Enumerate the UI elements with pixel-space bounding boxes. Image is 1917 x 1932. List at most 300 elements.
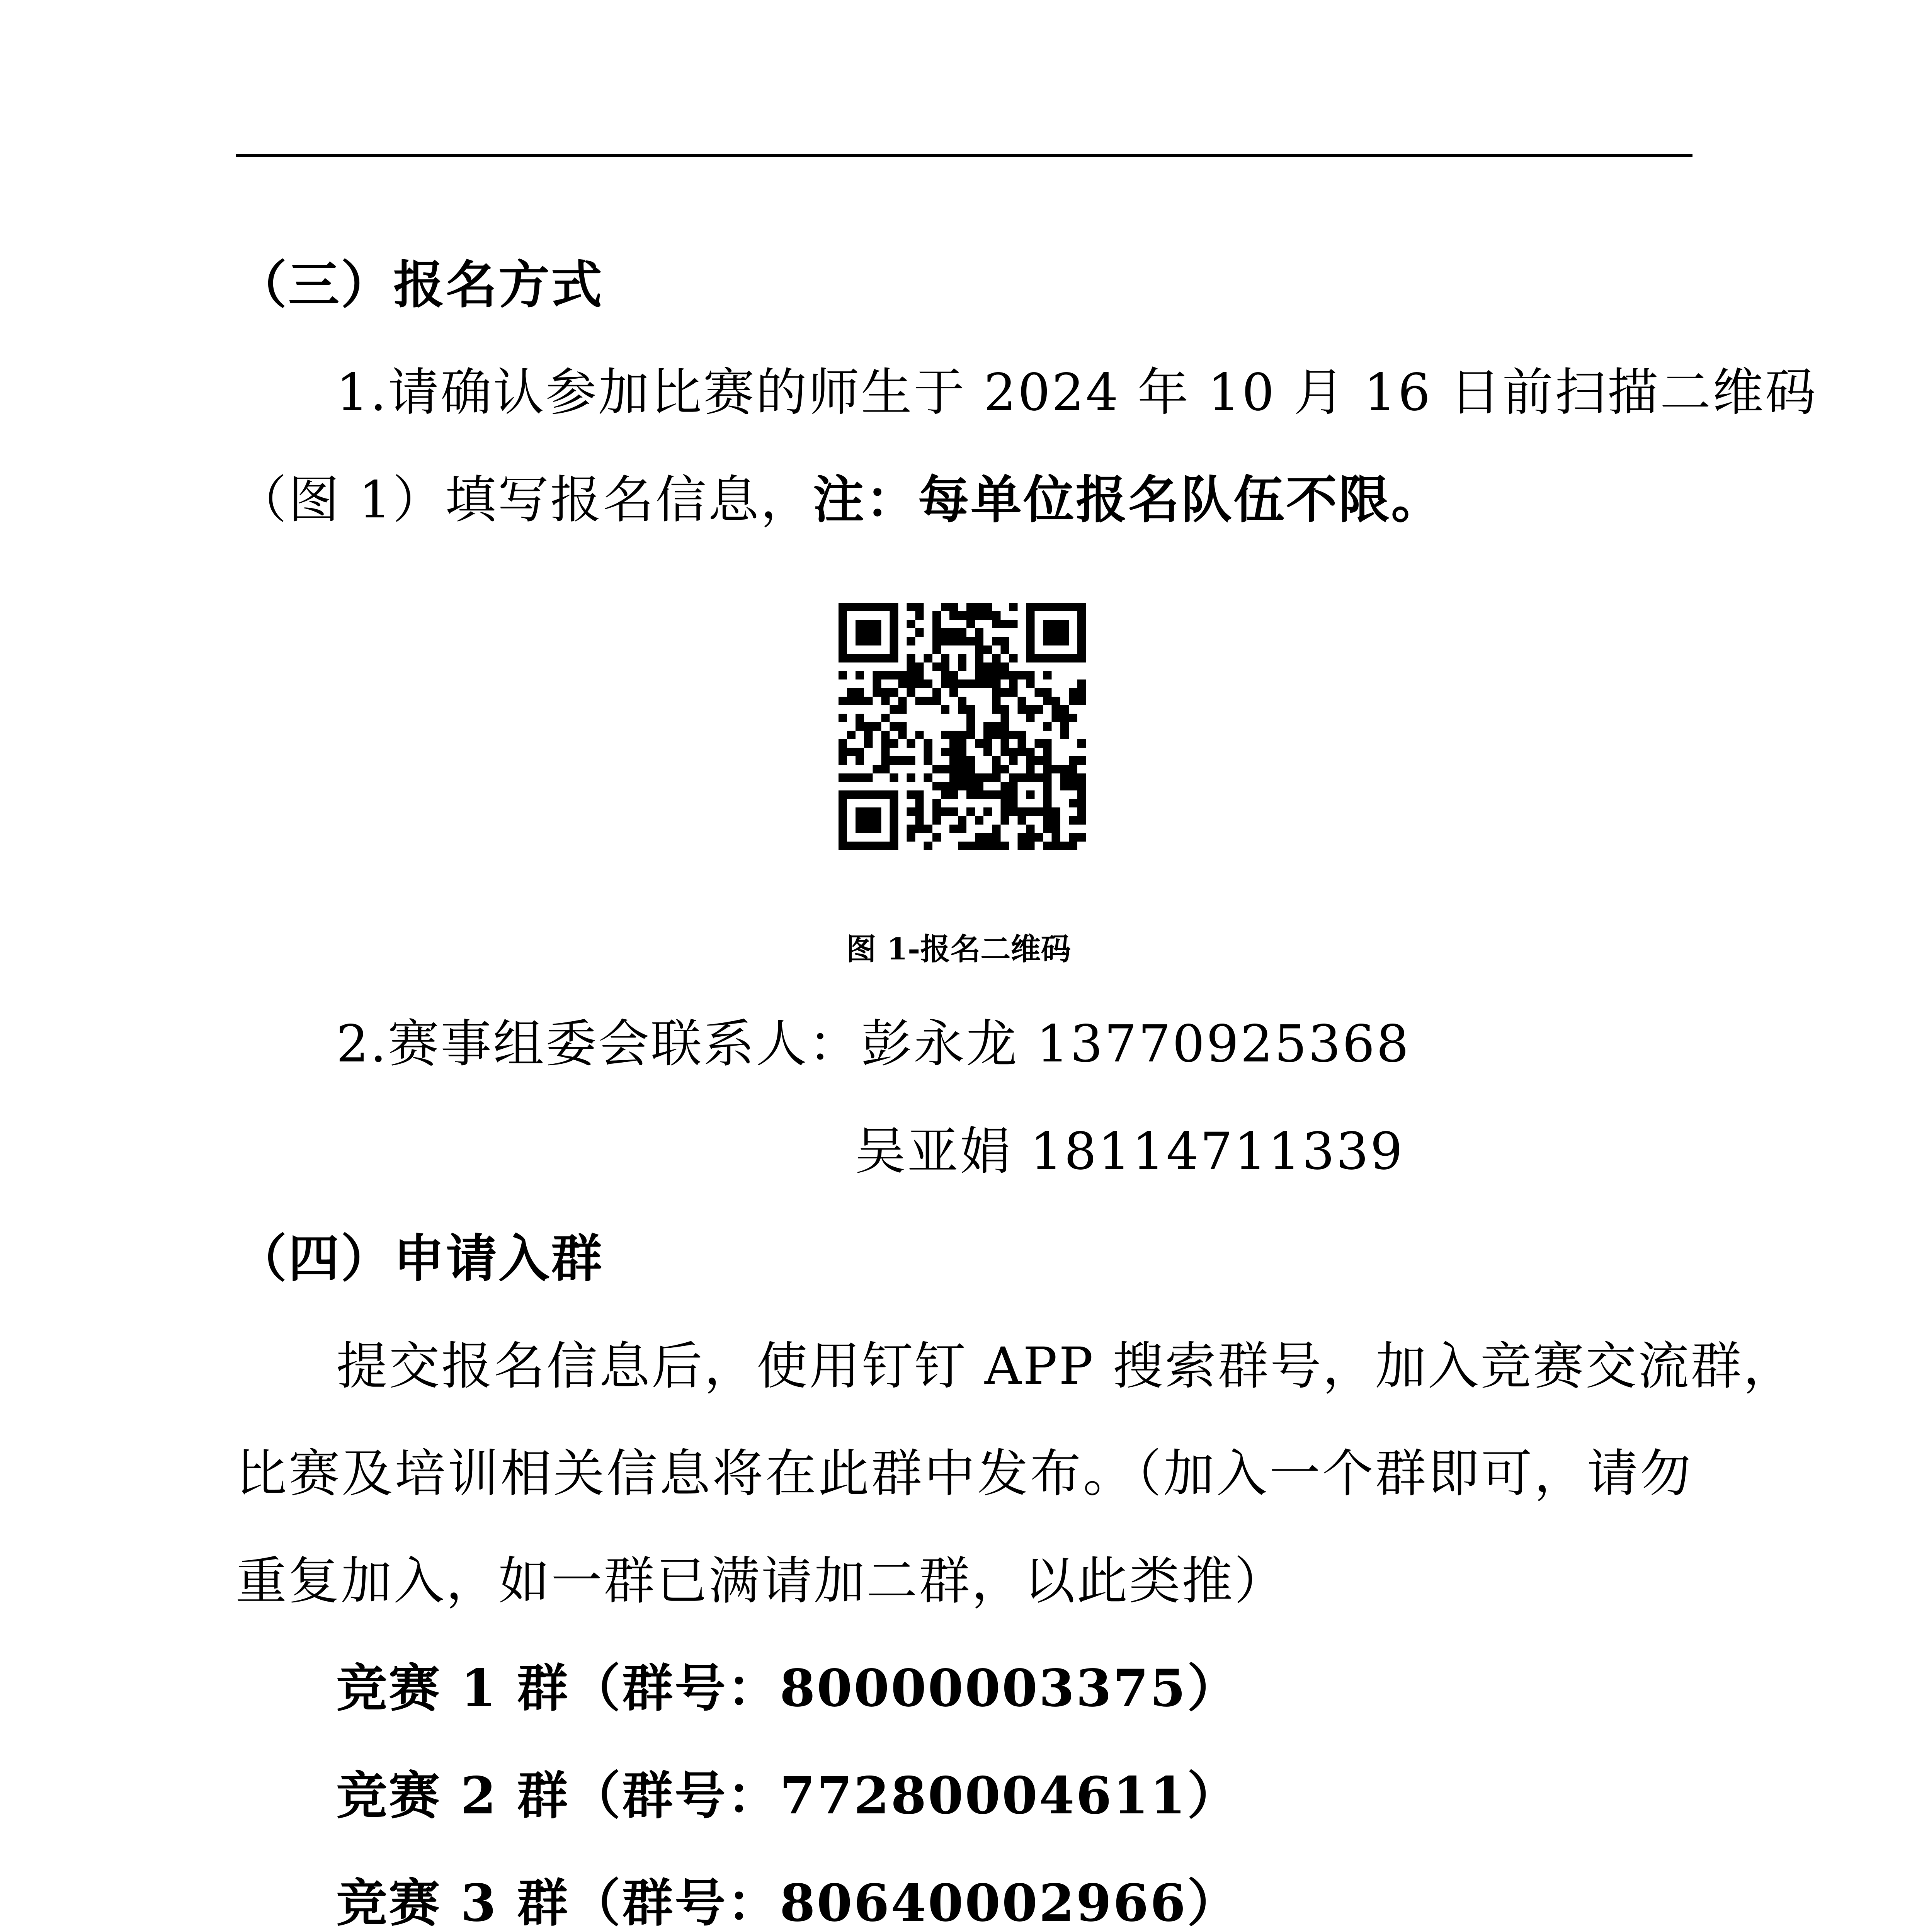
qr-module <box>839 773 847 782</box>
qr-module <box>1043 765 1052 773</box>
qr-module <box>1026 808 1035 816</box>
qr-module <box>1077 697 1086 705</box>
qr-module <box>1043 722 1052 731</box>
qr-module <box>983 603 992 611</box>
qr-module <box>1000 791 1009 799</box>
qr-module <box>941 680 949 688</box>
qr-module <box>1026 791 1035 799</box>
group-para-line2: 比赛及培训相关信息将在此群中发布。（加入一个群即可，请勿 <box>236 1444 1692 1503</box>
qr-module <box>1026 833 1035 842</box>
qr-module <box>1017 816 1026 825</box>
qr-module <box>1077 808 1086 816</box>
qr-module <box>839 756 847 765</box>
qr-module <box>932 645 941 654</box>
qr-module <box>1060 765 1069 773</box>
qr-module <box>1026 705 1035 714</box>
qr-module <box>941 808 949 816</box>
qr-module <box>1017 808 1026 816</box>
qr-module <box>907 739 915 748</box>
qr-module <box>932 782 941 790</box>
qr-module <box>915 731 924 739</box>
qr-module <box>941 654 949 662</box>
qr-module <box>949 808 958 816</box>
qr-module <box>924 654 932 662</box>
qr-module <box>992 833 1000 842</box>
qr-module <box>881 697 890 705</box>
qr-module <box>1026 714 1035 722</box>
qr-module <box>975 645 983 654</box>
qr-module <box>992 637 1000 645</box>
qr-module <box>890 739 898 748</box>
qr-module <box>1043 748 1052 756</box>
qr-module <box>975 611 983 620</box>
qr-module <box>1009 688 1017 697</box>
qr-module <box>1069 799 1077 808</box>
qr-module <box>1000 799 1009 808</box>
qr-module <box>932 697 941 705</box>
qr-module <box>1069 765 1077 773</box>
qr-module <box>890 637 898 645</box>
qr-module <box>856 637 864 645</box>
qr-module <box>856 825 864 833</box>
signup-note-unlimited-teams: 注：每单位报名队伍不限。 <box>813 470 1444 530</box>
qr-module <box>839 645 847 654</box>
qr-module <box>1060 722 1069 731</box>
qr-module <box>941 765 949 773</box>
qr-module <box>1077 637 1086 645</box>
qr-module <box>966 808 975 816</box>
qr-module <box>907 825 915 833</box>
group-para-line3: 重复加入，如一群已满请加二群，以此类推） <box>236 1551 1287 1611</box>
qr-module <box>958 705 966 714</box>
signup-contacts-line2: 吴亚娟 18114711339 <box>855 1122 1404 1181</box>
qr-module <box>915 808 924 816</box>
qr-module <box>1000 662 1009 671</box>
qr-module <box>1000 671 1009 680</box>
qr-module <box>949 611 958 620</box>
qr-module <box>975 680 983 688</box>
qr-module <box>915 825 924 833</box>
qr-module <box>966 782 975 790</box>
qr-module <box>907 620 915 628</box>
qr-module <box>839 603 847 611</box>
qr-module <box>1009 680 1017 688</box>
qr-module <box>1043 697 1052 705</box>
qr-module <box>1000 722 1009 731</box>
qr-module <box>975 833 983 842</box>
qr-module <box>839 628 847 637</box>
qr-module <box>958 842 966 850</box>
qr-module <box>873 722 881 731</box>
qr-module <box>992 765 1000 773</box>
qr-module <box>873 637 881 645</box>
qr-caption: 图 1-报名二维码 <box>846 932 1071 967</box>
group-item-2: 竞赛 2 群（群号：77280004611） <box>336 1766 1240 1826</box>
qr-module <box>1000 688 1009 697</box>
qr-module <box>966 603 975 611</box>
qr-module <box>890 603 898 611</box>
qr-module <box>915 671 924 680</box>
qr-module <box>1026 611 1035 620</box>
qr-module <box>1060 637 1069 645</box>
qr-module <box>992 662 1000 671</box>
qr-module <box>975 671 983 680</box>
qr-module <box>992 697 1000 705</box>
qr-module <box>1000 739 1009 748</box>
qr-module <box>983 833 992 842</box>
qr-module <box>839 808 847 816</box>
qr-module <box>881 714 890 722</box>
qr-module <box>1043 739 1052 748</box>
qr-module <box>873 628 881 637</box>
qr-module <box>932 611 941 620</box>
qr-module <box>924 748 932 756</box>
qr-module <box>1009 773 1017 782</box>
qr-module <box>949 765 958 773</box>
qr-module <box>958 680 966 688</box>
qr-module <box>1026 748 1035 756</box>
qr-module <box>839 654 847 662</box>
qr-module <box>949 628 958 637</box>
qr-module <box>941 791 949 799</box>
qr-module <box>847 842 856 850</box>
qr-module <box>1035 603 1043 611</box>
qr-module <box>1069 816 1077 825</box>
qr-module <box>856 722 864 731</box>
qr-module <box>983 739 992 748</box>
qr-module <box>1043 637 1052 645</box>
qr-module <box>873 671 881 680</box>
qr-module <box>1052 825 1060 833</box>
qr-module <box>839 825 847 833</box>
qr-module <box>941 748 949 756</box>
qr-module <box>1069 714 1077 722</box>
registration-qr-code[interactable] <box>839 603 1086 850</box>
qr-module <box>949 825 958 833</box>
qr-module <box>1009 671 1017 680</box>
qr-module <box>983 662 992 671</box>
qr-module <box>907 637 915 645</box>
qr-module <box>924 825 932 833</box>
qr-module <box>1052 842 1060 850</box>
qr-module <box>847 731 856 739</box>
group-item-3: 竞赛 3 群（群号：80640002966） <box>336 1873 1240 1932</box>
signup-item1-line2-plain: （图 1）填写报名信息， <box>236 470 813 530</box>
qr-module <box>975 791 983 799</box>
qr-module <box>898 722 907 731</box>
qr-module <box>1035 808 1043 816</box>
qr-module <box>873 816 881 825</box>
qr-module <box>992 731 1000 739</box>
qr-module <box>983 611 992 620</box>
qr-module <box>839 739 847 748</box>
qr-module <box>1000 765 1009 773</box>
qr-module <box>839 799 847 808</box>
qr-module <box>1052 620 1060 628</box>
qr-module <box>924 739 932 748</box>
qr-module <box>941 603 949 611</box>
qr-module <box>1026 620 1035 628</box>
qr-module <box>1035 756 1043 765</box>
qr-module <box>924 680 932 688</box>
qr-module <box>958 697 966 705</box>
qr-module <box>839 748 847 756</box>
qr-module <box>1035 773 1043 782</box>
qr-module <box>949 680 958 688</box>
qr-module <box>932 765 941 773</box>
qr-module <box>839 671 847 680</box>
qr-module <box>907 791 915 799</box>
qr-module <box>1077 756 1086 765</box>
qr-module <box>958 756 966 765</box>
qr-module <box>856 791 864 799</box>
qr-module <box>1000 748 1009 756</box>
qr-module <box>1077 799 1086 808</box>
qr-module <box>839 791 847 799</box>
qr-module <box>1017 731 1026 739</box>
qr-module <box>915 799 924 808</box>
qr-module <box>1052 765 1060 773</box>
qr-module <box>839 714 847 722</box>
qr-module <box>975 739 983 748</box>
qr-module <box>966 765 975 773</box>
qr-module <box>1043 620 1052 628</box>
qr-module <box>890 833 898 842</box>
qr-module <box>890 705 898 714</box>
qr-module <box>1009 791 1017 799</box>
qr-module <box>1069 697 1077 705</box>
qr-module <box>1035 833 1043 842</box>
qr-module <box>1077 645 1086 654</box>
qr-module <box>1017 773 1026 782</box>
qr-module <box>1035 705 1043 714</box>
qr-module <box>1026 765 1035 773</box>
qr-module <box>1000 645 1009 654</box>
qr-module <box>1000 782 1009 790</box>
qr-module <box>1026 654 1035 662</box>
qr-module <box>907 662 915 671</box>
qr-module <box>992 705 1000 714</box>
qr-module <box>958 628 966 637</box>
qr-module <box>958 825 966 833</box>
qr-module <box>1043 756 1052 765</box>
qr-module <box>1077 620 1086 628</box>
qr-module <box>890 842 898 850</box>
qr-module <box>1043 773 1052 782</box>
qr-module <box>1069 756 1077 765</box>
qr-module <box>839 697 847 705</box>
qr-module <box>873 620 881 628</box>
qr-module <box>1035 739 1043 748</box>
qr-module <box>1052 808 1060 816</box>
qr-module <box>873 680 881 688</box>
qr-module <box>949 603 958 611</box>
qr-module <box>1009 808 1017 816</box>
qr-module <box>1069 603 1077 611</box>
qr-module <box>898 680 907 688</box>
qr-module <box>932 662 941 671</box>
qr-module <box>1043 628 1052 637</box>
qr-module <box>856 697 864 705</box>
qr-module <box>1069 842 1077 850</box>
qr-module <box>1000 637 1009 645</box>
qr-module <box>847 773 856 782</box>
qr-module <box>992 825 1000 833</box>
qr-module <box>907 680 915 688</box>
qr-module <box>864 816 873 825</box>
qr-module <box>856 756 864 765</box>
qr-module <box>1043 654 1052 662</box>
qr-module <box>966 637 975 645</box>
qr-module <box>1060 620 1069 628</box>
qr-module <box>873 765 881 773</box>
qr-module <box>1060 603 1069 611</box>
qr-module <box>966 756 975 765</box>
qr-module <box>915 680 924 688</box>
qr-module <box>839 611 847 620</box>
qr-module <box>864 739 873 748</box>
qr-module <box>1000 816 1009 825</box>
qr-module <box>983 680 992 688</box>
qr-module <box>966 773 975 782</box>
qr-module <box>932 637 941 645</box>
qr-module <box>949 756 958 765</box>
qr-module <box>1017 833 1026 842</box>
qr-module <box>958 748 966 756</box>
qr-module <box>1077 688 1086 697</box>
qr-module <box>958 765 966 773</box>
qr-module <box>856 842 864 850</box>
qr-module <box>856 654 864 662</box>
qr-module <box>992 671 1000 680</box>
qr-module <box>949 782 958 790</box>
qr-module <box>873 603 881 611</box>
qr-module <box>1026 645 1035 654</box>
qr-module <box>958 773 966 782</box>
qr-module <box>1077 791 1086 799</box>
qr-module <box>992 654 1000 662</box>
qr-module <box>992 611 1000 620</box>
qr-module <box>890 799 898 808</box>
qr-module <box>941 662 949 671</box>
qr-module <box>958 731 966 739</box>
qr-module <box>915 816 924 825</box>
qr-module <box>1043 799 1052 808</box>
qr-module <box>881 654 890 662</box>
qr-module <box>1077 816 1086 825</box>
qr-module <box>890 791 898 799</box>
qr-module <box>907 756 915 765</box>
qr-module <box>864 637 873 645</box>
qr-module <box>1069 773 1077 782</box>
qr-module <box>975 816 983 825</box>
qr-module <box>949 773 958 782</box>
qr-module <box>932 620 941 628</box>
qr-module <box>949 739 958 748</box>
qr-module <box>958 739 966 748</box>
qr-module <box>890 620 898 628</box>
qr-module <box>992 773 1000 782</box>
qr-module <box>873 825 881 833</box>
qr-module <box>1052 637 1060 645</box>
qr-module <box>1043 688 1052 697</box>
qr-module <box>966 722 975 731</box>
qr-module <box>1060 654 1069 662</box>
qr-module <box>856 620 864 628</box>
qr-module <box>1026 603 1035 611</box>
qr-module <box>915 791 924 799</box>
qr-module <box>873 842 881 850</box>
qr-module <box>1017 748 1026 756</box>
qr-module <box>941 671 949 680</box>
qr-module <box>907 671 915 680</box>
qr-module <box>949 791 958 799</box>
qr-module <box>932 833 941 842</box>
qr-module <box>856 628 864 637</box>
qr-module <box>1035 688 1043 697</box>
qr-module <box>864 620 873 628</box>
qr-module <box>975 628 983 637</box>
qr-module <box>1026 756 1035 765</box>
qr-module <box>966 791 975 799</box>
qr-module <box>839 620 847 628</box>
qr-module <box>890 773 898 782</box>
qr-module <box>1043 842 1052 850</box>
qr-module <box>839 842 847 850</box>
qr-module <box>992 620 1000 628</box>
qr-module <box>1077 739 1086 748</box>
qr-module <box>1035 654 1043 662</box>
qr-module <box>856 816 864 825</box>
qr-module <box>1026 671 1035 680</box>
qr-module <box>924 842 932 850</box>
qr-module <box>941 637 949 645</box>
qr-module <box>975 773 983 782</box>
qr-module <box>839 816 847 825</box>
qr-module <box>1077 603 1086 611</box>
qr-module <box>966 731 975 739</box>
qr-module <box>1000 731 1009 739</box>
qr-module <box>898 731 907 739</box>
qr-module <box>1009 731 1017 739</box>
qr-module <box>864 808 873 816</box>
qr-module <box>847 748 856 756</box>
group-para-line1: 提交报名信息后，使用钉钉 APP 搜索群号，加入竞赛交流群， <box>336 1337 1796 1396</box>
qr-module <box>1043 825 1052 833</box>
qr-module <box>1017 842 1026 850</box>
qr-module <box>1060 842 1069 850</box>
qr-module <box>992 722 1000 731</box>
qr-module <box>1052 714 1060 722</box>
qr-module <box>1052 654 1060 662</box>
qr-module <box>856 808 864 816</box>
qr-module <box>1017 671 1026 680</box>
qr-module <box>881 765 890 773</box>
qr-module <box>890 654 898 662</box>
qr-module <box>958 662 966 671</box>
qr-module <box>1077 680 1086 688</box>
qr-module <box>1026 680 1035 688</box>
qr-module <box>1043 782 1052 790</box>
qr-module <box>1000 620 1009 628</box>
qr-module <box>924 756 932 765</box>
qr-module <box>941 782 949 790</box>
qr-module <box>881 671 890 680</box>
qr-module <box>1009 756 1017 765</box>
qr-module <box>966 680 975 688</box>
qr-module <box>924 773 932 782</box>
qr-module <box>992 756 1000 765</box>
